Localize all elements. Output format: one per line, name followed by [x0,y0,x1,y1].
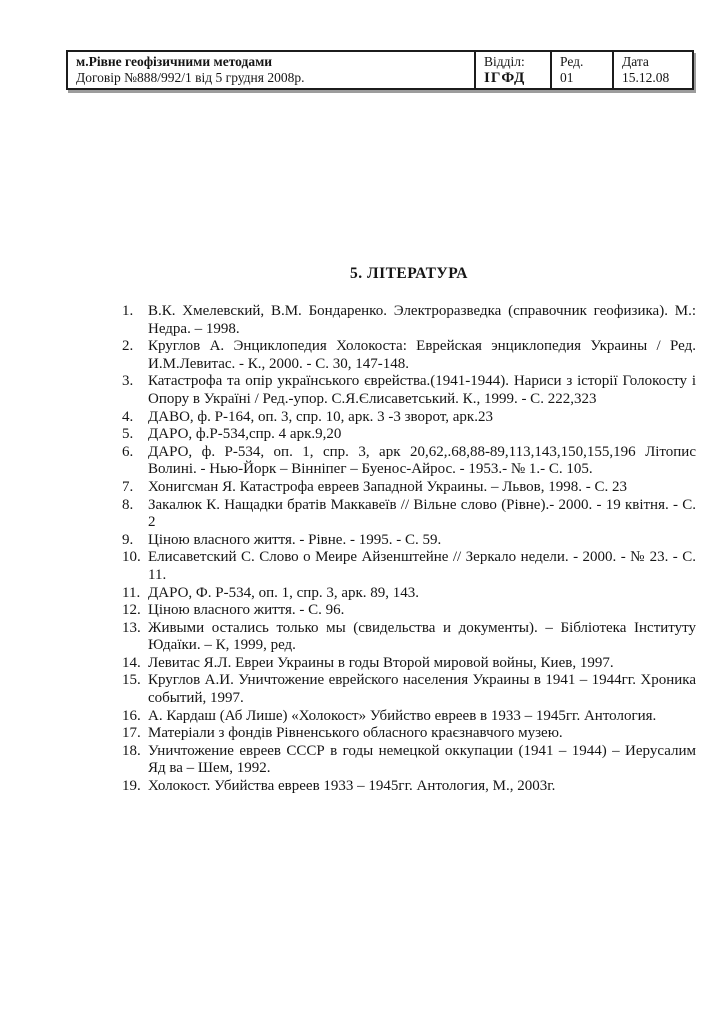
reference-text: ДАРО, Ф. Р-534, оп. 1, спр. 3, арк. 89, 143. [148,584,420,601]
reference-number: 1. [122,303,134,319]
reference-text: Живыми остались только мы (свидельства и документы). – Бібліотека Інституту Юдаїки. – К, 1999, ред. [148,619,696,654]
reference-item [122,303,696,338]
reference-text: Хонигсман Я. Катастрофа евреев Западной Украины. – Львов, 1998. - С. 23 [148,478,628,495]
reference-text: ДАРО, ф.Р-534,спр. 4 арк.9,20 [148,426,342,443]
reference-number: 18. [122,742,141,759]
reference-item [122,655,696,673]
reference-item [122,338,696,373]
reference-text: Круглов А.И. Уничтожение еврейского населения Украины в 1941 – 1944гг. Хроника событий, 1997. [148,672,696,707]
reference-item [122,778,696,796]
reference-number: 15. [122,672,141,689]
reference-item [122,743,696,778]
reference-text: Закалюк К. Нащадки братів Маккавеїв // Вільне слово (Рівне).- 2000. - 19 квітня. - С. 2 [148,496,696,531]
reference-number: 8. [122,496,134,513]
reference-item [122,373,696,408]
reference-item [122,585,696,603]
reference-number: 10. [122,549,141,566]
reference-item [122,549,696,584]
reference-text: Холокост. Убийства евреев 1933 – 1945гг. Антология, М., 2003г. [148,778,556,795]
reference-item [122,409,696,427]
reference-number: 14. [122,654,141,671]
reference-number: 2. [122,338,134,355]
reference-item [122,532,696,550]
section-title: 5. ЛІТЕРАТУРА [350,265,468,282]
reference-number: 19. [122,778,141,795]
revision-value: 01 [560,70,574,85]
reference-text: Елисаветский С. Слово о Меире Айзенштейне // Зеркало недели. - 2000. - № 23. - С. 11. [148,549,696,583]
department-value: ІГФД [484,70,526,86]
reference-item [122,479,696,497]
reference-text: Ціною власного життя. - С. 96. [148,602,345,619]
reference-text: ДАВО, ф. Р-164, оп. 3, спр. 10, арк. 3 -3 зворот, арк.23 [148,408,493,425]
reference-text: В.К. Хмелевский, В.М. Бондаренко. Электроразведка (справочник геофизика). М.: Недра. – 1998. [148,303,696,337]
reference-number: 17. [122,725,141,742]
revision-label: Ред. [560,54,584,69]
reference-number: 4. [122,408,134,425]
date-label: Дата [622,54,649,69]
reference-text: А. Кардаш (Аб Лише) «Холокост» Убийство евреев в 1933 – 1945гг. Антология. [148,707,657,724]
department-cell [474,52,550,88]
reference-text: Катастрофа та опір українського єврейства.(1941-1944). Нариси з історії Голокосту і Опору в Україні / Ред.-упор. С.Я.Єлисаветський. К., 1999. - С. 222,323 [148,373,696,407]
reference-item [122,620,696,655]
reference-number: 5. [122,426,134,443]
project-title: м.Рівне геофізичними методами [76,54,273,69]
date-cell [612,52,692,88]
reference-item [122,725,696,743]
reference-number: 7. [122,478,134,495]
reference-text: Левитас Я.Л. Евреи Украины в годы Второй мировой войны, Киев, 1997. [148,654,614,671]
reference-number: 13. [122,619,141,636]
contract-line: Договір №888/992/1 від 5 грудня 2008р. [76,70,305,85]
reference-item [122,497,696,532]
reference-list [122,303,696,796]
revision-cell [550,52,612,88]
project-cell [68,52,474,88]
reference-item [122,426,696,444]
date-value: 15.12.08 [622,70,670,85]
reference-item [122,708,696,726]
reference-item [122,444,696,479]
reference-text: Ціною власного життя. - Рівне. - 1995. - С. 59. [148,531,442,548]
reference-number: 11. [122,584,141,601]
reference-text: Матеріали з фондів Рівненського обласного краєзнавчого музею. [148,725,563,742]
reference-number: 3. [122,373,134,390]
header-stamp-table [66,50,694,90]
reference-item [122,602,696,620]
reference-item [122,672,696,707]
reference-text: Уничтожение евреев СССР в годы немецкой оккупации (1941 – 1944) – Иерусалим Яд ва – Шем, 1992. [148,742,696,777]
reference-number: 6. [122,443,134,460]
reference-text: ДАРО, ф. Р-534, оп. 1, спр. 3, арк 20,62,.68,88-89,113,143,150,155,196 Літопис Волині. - Нью-Йорк – Вінніпег – Буенос-Айрос. - 1953.- № 1.- С. 105. [148,443,696,478]
reference-number: 12. [122,602,141,619]
department-label: Відділ: [484,54,525,69]
reference-number: 16. [122,707,141,724]
reference-number: 9. [122,531,134,548]
reference-text: Круглов А. Энциклопедия Холокоста: Еврейская энциклопедия Украины / Ред. И.М.Левитас. - К., 2000. - С. 30, 147-148. [148,338,696,372]
